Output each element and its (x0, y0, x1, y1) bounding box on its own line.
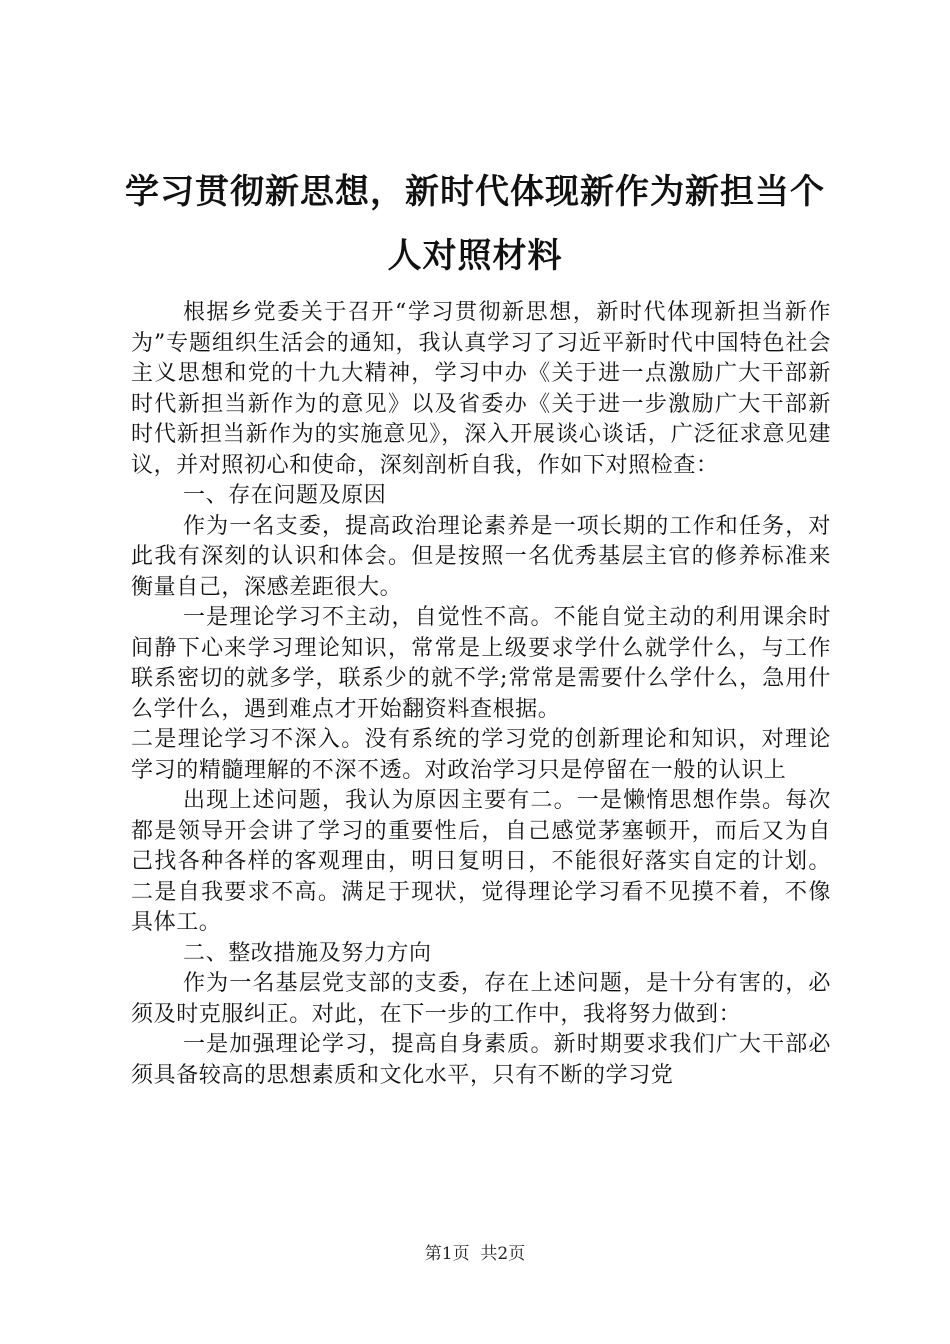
section-heading-problems: 一、存在问题及原因 (183, 483, 387, 508)
section-heading-measures: 二、整改措施及努力方向 (183, 940, 432, 966)
document-body (131, 298, 831, 1091)
paragraph-causes: 出现上述问题，我认为原因主要有二。一是懒惰思想作祟。每次都是领导开会讲了学习的重要性后，自己感觉茅塞顿开，而后又为自己找各种各样的客观理由，明日复明日，不能很好落实自定的计划。二是自我要求不高。满足于现状，觉得理论学习看不见摸不着，不像具体工。 (131, 788, 831, 935)
document-title: 学习贯彻新思想，新时代体现新作为新担当个人对照材料 (125, 172, 825, 276)
paragraph-issue-two: 二是理论学习不深入。没有系统的学习党的创新理论和知识，对理论学习的精髓理解的不深不透。对政治学习只是停留在一般的认识上 (131, 727, 831, 783)
paragraph-overview: 作为一名支委，提高政治理论素养是一项长期的工作和任务，对此我有深刻的认识和体会。但是按照一名优秀基层主官的修养标准来衡量自己，深感差距很大。 (131, 513, 831, 600)
paragraph-issue-one: 一是理论学习不主动，自觉性不高。不能自觉主动的利用课余时间静下心来学习理论知识，常常是上级要求学什么就学什么，与工作联系密切的就多学，联系少的就不学;常常是需要什么学什么，急用什么学什么，遇到难点才开始翻资料查根据。 (131, 605, 831, 722)
page-number-footer: 第1页 共2页 (424, 1244, 526, 1264)
intro-paragraph: 根据乡党委关于召开“学习贯彻新思想，新时代体现新担当新作为”专题组织生活会的通知，我认真学习了习近平新时代中国特色社会主义思想和党的十九大精神，学习中办《关于进一点激励广大干部新时代新担当新作为的意见》以及省委办《关于进一步激励广大干部新时代新担当新作为的实施意见》，深入开展谈心谈话，广泛征求意见建议，并对照初心和使命，深刻剖析自我，作如下对照检查： (131, 300, 831, 478)
paragraph-measure-one: 一是加强理论学习，提高自身素质。新时期要求我们广大干部必须具备较高的思想素质和文化水平，只有不断的学习党 (131, 1032, 831, 1088)
paragraph-measures-intro: 作为一名基层党支部的支委，存在上述问题，是十分有害的，必须及时克服纠正。对此，在下一步的工作中，我将努力做到： (131, 971, 831, 1027)
